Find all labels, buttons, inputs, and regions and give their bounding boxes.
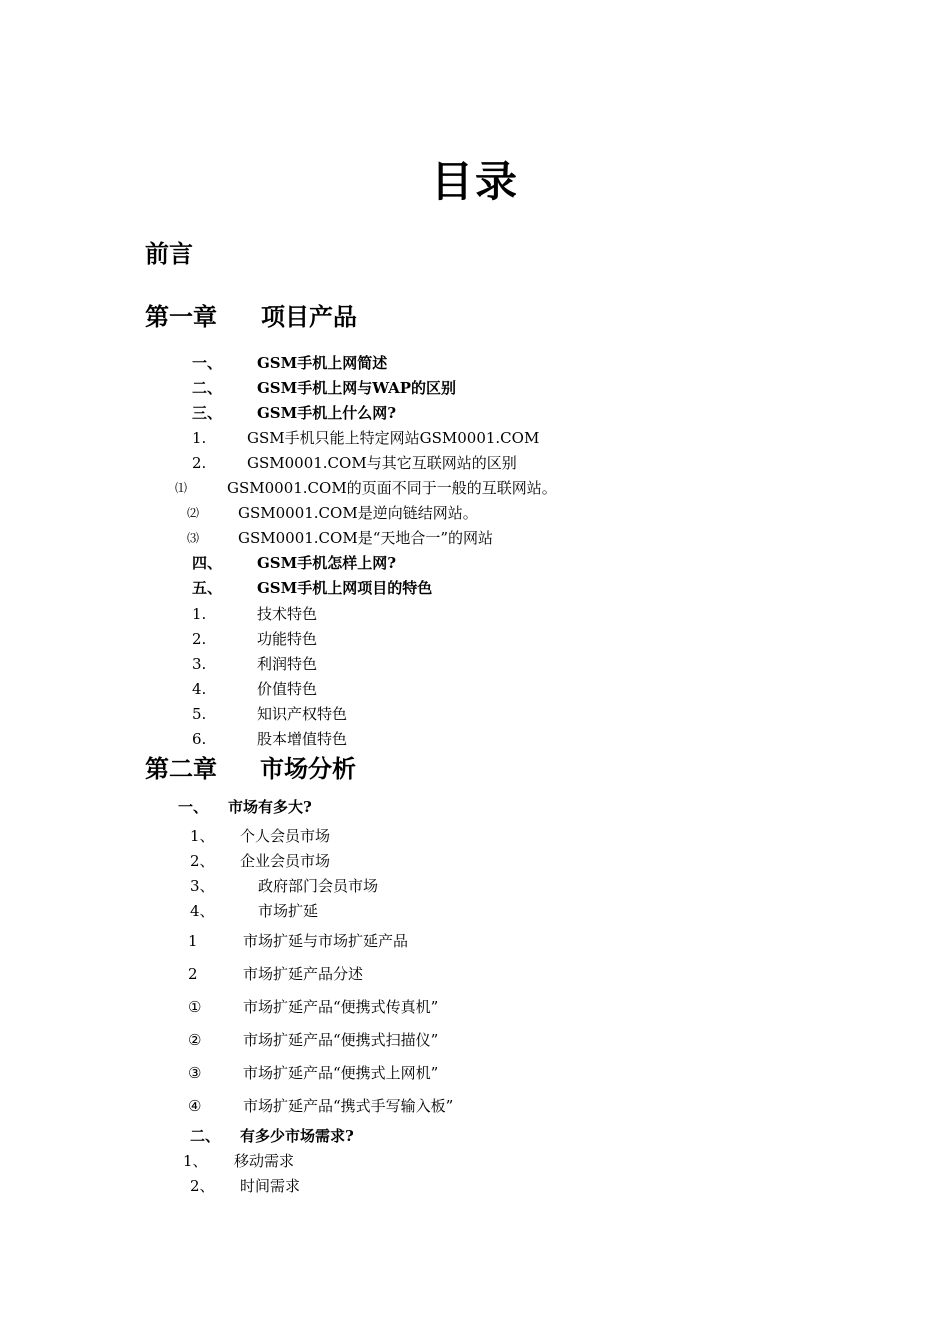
toc-entry: ⑶ GSM0001.COM是“天地合一”的网站 [187,529,494,547]
toc-entry: 2、 时间需求 [190,1177,301,1195]
toc-entry: 1、 个人会员市场 [190,827,331,845]
toc-entry: 2 市场扩延产品分述 [188,965,364,983]
toc-entry: 一、 市场有多大? [178,798,312,816]
toc-entry: ⑵ GSM0001.COM是逆向链结网站。 [187,504,478,522]
toc-entry: 3、 政府部门会员市场 [190,877,379,895]
chapter-1-heading [145,301,545,333]
chapter-2-heading [145,753,545,785]
toc-entry: 5. 知识产权特色 [192,705,348,723]
toc-entry: 四、 GSM手机怎样上网? [192,554,397,572]
toc-entry: 五、 GSM手机上网项目的特色 [192,579,433,597]
toc-entry: 4、 市场扩延 [190,902,319,920]
chapter-2-title: 市场分析 [260,754,356,783]
toc-entry: 2. 功能特色 [192,630,318,648]
toc-entry: ① 市场扩延产品“便携式传真机” [188,998,439,1016]
toc-entry: 2、 企业会员市场 [190,852,331,870]
toc-entry: 6. 股本增值特色 [192,730,348,748]
toc-entry: 三、 GSM手机上什么网? [192,404,397,422]
toc-entry: 二、 GSM手机上网与WAP的区别 [192,379,457,397]
chapter-2-label: 第二章 [145,754,217,783]
toc-entry: 1. GSM手机只能上特定网站GSM0001.COM [192,429,540,447]
toc-entry: 1. 技术特色 [192,605,318,623]
toc-entry: 一、 GSM手机上网简述 [192,354,388,372]
chapter-1-label: 第一章 [145,302,217,331]
toc-entry: 2. GSM0001.COM与其它互联网站的区别 [192,454,517,472]
page-title: 目录 [430,157,519,206]
toc-entry: 二、 有多少市场需求? [190,1127,354,1145]
preface-heading: 前言 [145,239,193,268]
toc-entry: 3. 利润特色 [192,655,318,673]
chapter-1-title: 项目产品 [261,302,357,331]
toc-entry: ② 市场扩延产品“便携式扫描仪” [188,1031,439,1049]
toc-entry: 4. 价值特色 [192,680,318,698]
toc-entry: ⑴ GSM0001.COM的页面不同于一般的互联网站。 [175,479,557,497]
toc-entry: 1、 移动需求 [183,1152,295,1170]
toc-entry: ③ 市场扩延产品“便携式上网机” [188,1064,439,1082]
toc-entry: ④ 市场扩延产品“携式手写输入板” [188,1097,454,1115]
toc-entry: 1 市场扩延与市场扩延产品 [188,932,409,950]
